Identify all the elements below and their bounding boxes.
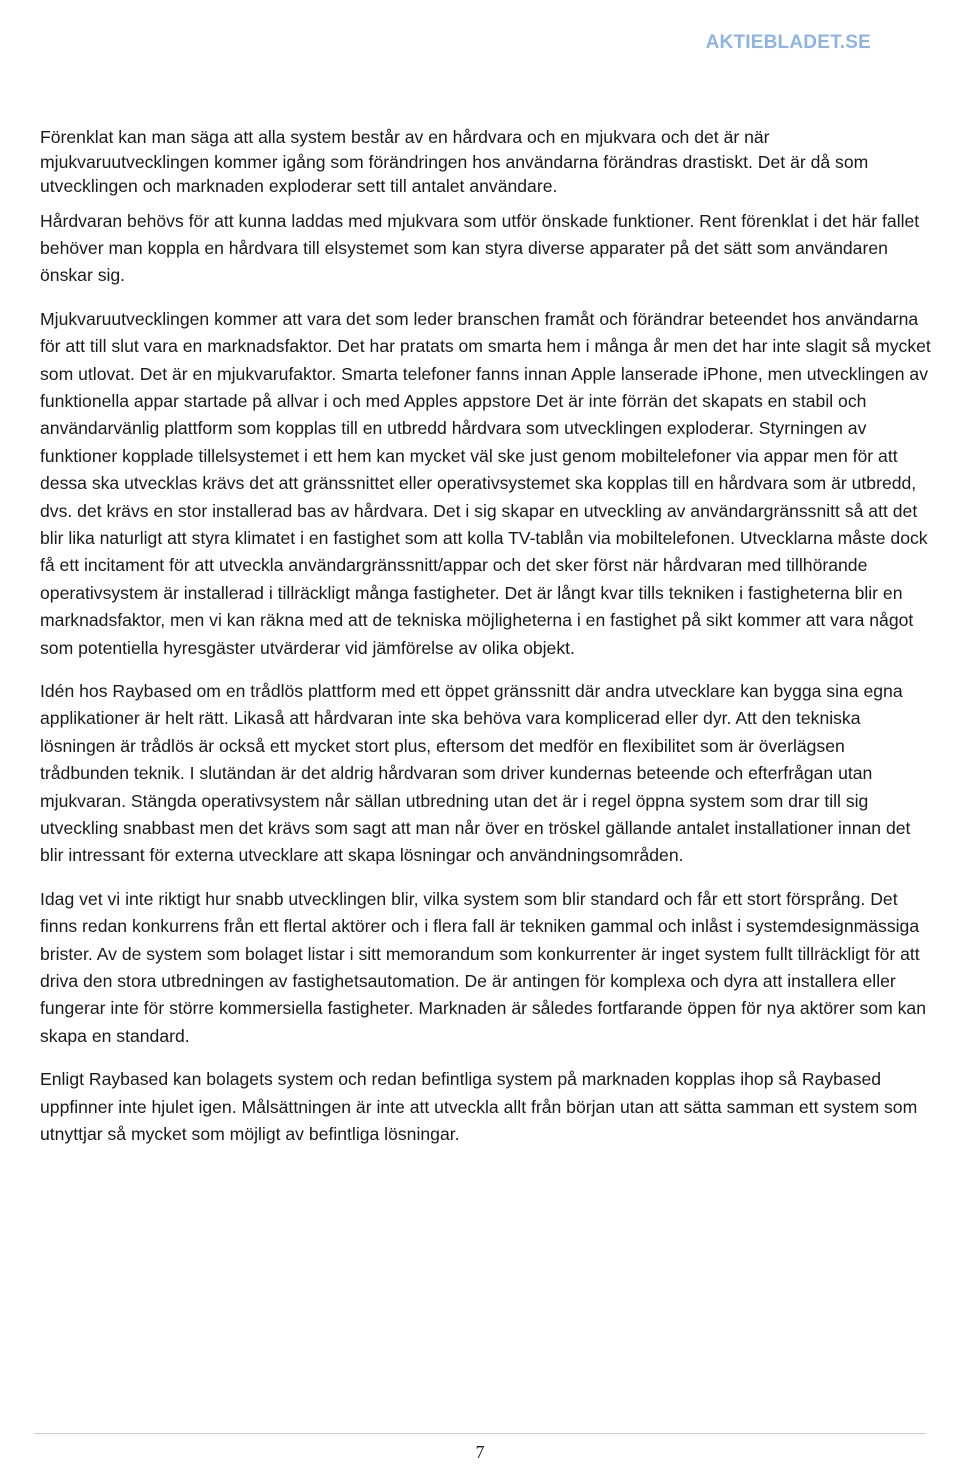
paragraph-6: Enligt Raybased kan bolagets system och redan befintliga system på marknaden kopplas ihop så Raybased uppfinner inte hjulet igen. Målsättningen är inte att utveckla allt från början utan att sätta samman ett system som utnyttjar så mycket som möjligt av befintliga lösningar. bbox=[40, 1069, 918, 1145]
paragraph-5: Idag vet vi inte riktigt hur snabb utvecklingen blir, vilka system som blir standard och får ett stort försprång. Det finns redan konkurrens från ett flertal aktörer och i flera fall är tekniken gammal och inlåst i systemdesignmässiga brister. Av de system som bolaget listar i sitt memorandum som konkurrenter är inget system fullt tillräckligt för att driva den stora utbredningen av fastighetsautomation. De är antingen för komplexa och dyra att installera eller fungerar inte för större kommersiella fastigheter. Marknaden är således fortfarande öppen för nya aktörer som kan skapa en standard. bbox=[40, 888, 927, 1046]
paragraph-2: Hårdvaran behövs för att kunna laddas med mjukvara som utför önskade funktioner. Rent förenklat i det här fallet behöver man koppla en hårdvara till elsystemet som kan styra diverse apparater på det sätt som användaren önskar sig. bbox=[40, 210, 920, 286]
article-body bbox=[40, 125, 932, 1165]
brand-header: AKTIEBLADET.SE bbox=[705, 32, 871, 53]
paragraph-4: Idén hos Raybased om en trådlös plattform med ett öppet gränssnitt där andra utvecklare kan bygga sina egna applikationer är helt rätt. Likaså att hårdvaran inte ska behöva vara komplicerad eller dyr. Att den tekniska lösningen är trådlös är också ett mycket stort plus, eftersom det medför en flexibilitet som är överlägsen trådbunden teknik. I slutändan är det aldrig hårdvaran som driver kundernas beteende och efterfrågan utan mjukvaran. Stängda operativsystem når sällan utbredning utan det är i regel öppna system som drar till sig utveckling snabbast men det krävs som sagt att man når över en tröskel gällande antalet installationer innan det blir intressant för externa utvecklare att skapa lösningar och användningsområden. bbox=[40, 681, 911, 866]
paragraph-1: Förenklat kan man säga att alla system består av en hårdvara och en mjukvara och det är när mjukvaruutvecklingen kommer igång som förändringen hos användarna förändras drastiskt. Det är då som utvecklingen och marknaden exploderar sett till antalet användare. bbox=[40, 127, 869, 196]
page-number: 7 bbox=[475, 1442, 485, 1462]
paragraph-3: Mjukvaruutvecklingen kommer att vara det som leder branschen framåt och förändrar beteendet hos användarna för att till slut vara en marknadsfaktor. Det har pratats om smarta hem i många år men det har inte slagit så mycket som utlovat. Det är en mjukvarufaktor. Smarta telefoner fanns innan Apple lanserade iPhone, men utvecklingen av funktionella appar startade på allvar i och med Apples appstore Det är inte förrän det skapats en stabil och användarvänlig plattform som kopplas till en utbredd hårdvara som utvecklingen exploderar. Styrningen av funktioner kopplade tillelsystemet i ett hem kan mycket väl ske just genom mobiltelefoner via appar men för att dessa ska utvecklas krävs det att gränssnittet eller operativsystemet ska kopplas till en hårdvara som är utbredd, dvs. det krävs en stor installerad bas av hårdvara. Det i sig skapar en utveckling av användargränssnitt så att det blir lika naturligt att styra klimatet i en fastighet som att kolla TV-tablån via mobiltelefonen. Utvecklarna måste dock få ett incitament för att utveckla användargränssnitt/appar och det sker först när hårdvaran med tillhörande operativsystem är installerad i tillräckligt många fastigheter. Det är långt kvar tills tekniken i fastigheterna blir en marknadsfaktor, men vi kan räkna med att de tekniska möjligheterna i en fastighet på sikt kommer att vara något som potentiella hyresgäster utvärderar vid jämförelse av olika objekt. bbox=[40, 308, 931, 658]
footer-divider bbox=[34, 1433, 926, 1434]
